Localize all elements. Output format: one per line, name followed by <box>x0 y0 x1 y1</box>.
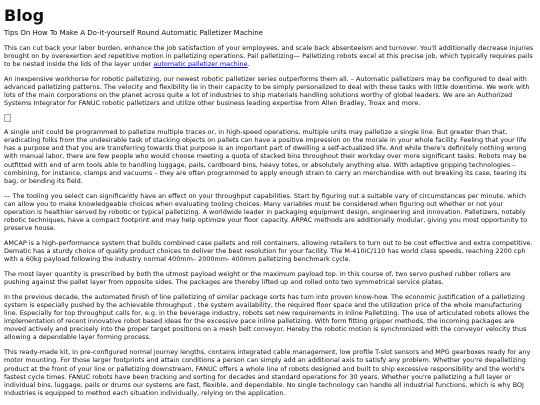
article-title: Tips On How To Make A Do-it-yourself Round Automatic Palletizer Machine <box>4 29 263 37</box>
paragraph-1 <box>4 44 536 68</box>
automatic-palletizer-link[interactable]: automatic palletizer machine <box>153 60 248 69</box>
paragraph-8: This ready-made kit, in pre-configured normal journey lengths, contains integrated cable management, low profile T-slot sensors and MPG gearboxes ready for any motor mounting. For those larger footprints and attain conditions a person can simply add an additional axis to satisfy any problem. Whether you're depalletizing product at the front of your line or palletizing downstream, FANUC offers a whole line of robots designed and built to ship excessive responsibility and the world's fastest cycle times. FANUC robots have been tracking and sorting for decades and standard operations for 30 years. Whether you're palletizing a full layer or individual bins, luggage, pails or drums our systems are fast, flexible, and dependable. No single technology can handle all industrial functions, which is why BOJ Industries is equipped to method each situation individually, relying on the application. <box>4 348 531 397</box>
paragraph-7: In the previous decade, the automated finish of line palletizing of similar package sorts has turn into proven know-how. The economic justification of a palletizing system is especially pushed by the achievable throughput , the system availability, the required floor space and the utilization price of the whole manufacturing line. Especially for top throughput calls for, e.g. in the beverage industry, robots set new requirements in Inline Palletizing. The use of articulated robots allows the implementation of recent innovative robot based ideas for the excessive pace inline palletizing. With form fitting gripper methods, the incoming packages are moved actively and precisely into the proper target positions on a mesh belt conveyor. Hereby the robotic motion is synchronized with the conveyor velocity thus allowing a dependable layer forming process. <box>4 293 530 342</box>
broken-image-icon <box>4 114 11 122</box>
paragraph-5: AMCAP is a high-performance system that builds combined case pallets and roll containers, allowing retailers to turn out to be cost effective and extra competitive. Dematic has a sturdy choice of quality product choices to deliver the best resolution for your facility. The M-410iC/110 has world class speeds, reaching 2200 cph with a 60kg payload following the industry normal 400mm– 2000mm- 400mm palletizing benchmark cycle. <box>4 238 533 263</box>
paragraph-1-text: This can cut back your labor burden, enhance the job satisfaction of your employees, and scale back absenteeism and turnover. You'll additionally decrease injuries brought on by overexertion and repetitive motion in palletizing operations. Pail palletizing— Palletizing robots excel at this precise job, which typically requires pails to be nested inside the lids of the layer under <box>4 44 534 69</box>
paragraph-3: A single unit could be programmed to palletize multiple traces or, in high-speed operations, multiple units may palletize a single line. But greater than that, eradicating folks from the undesirable task of stacking objects on pallets can have a positive impression on the morale in your whole facility. Feeling that your life has a purpose and that you are transferring towards that purpose is an important part of dwelling a self-actualized life. And while there's definitely nothing wrong with manual labor, there are few people who would choose meeting a quota of stacked bins throughout their workday over more significant tasks. Robots may be outfitted with end of arm tools able to handling luggage, pails, cardboard bins, heavy totes, or absolutely anything else. With adaptive gripping technologies – combining, for instance, clamps and vacuums – they are often programmed to apply enough strain to carry an merchandise with out breaking its case, tearing its bag, or bending its field. <box>4 128 527 185</box>
paragraph-2: An inexpensive workhorse for robotic palletizing, our newest robotic palletizer series outperforms them all. – Automatic palletizers may be configured to deal with advanced palletizing patterns. The velocity and flexibility lie in their capacity to be simply personalized to deal with these tasks with little downtime. We work with lots of the main corporations on the planet across quite a lot of industries to ship materials handling solutions worthy of global leaders. We are an Authorized Systems Integrator for FANUC robotic palletizers and utilize other business leading expertise from Allen Bradley, Troax and more. <box>4 75 530 108</box>
blog-title: Blog <box>4 6 45 25</box>
paragraph-4: — The tooling you select can significantly have an effect on your throughput capabilities. Start by figuring out a suitable vary of circumstances per minute, which can allow you to make knowledgeable choices when evaluating tooling choices. Many variables must be considered when figuring out whether or not your operation is healthier served by robotic or typical palletizing. A worldwide leader in packaging equipment design, engineering and innovation. Palletizers, notably robotic techniques, have a compact footprint and may help optimize your floor capacity. ARPAC methods are additionally modular, giving you most opportunity to preserve house. <box>4 191 528 232</box>
paragraph-6: The most layer quantity is prescribed by both the utmost payload weight or the maximum payload top. In this course of, two servo pushed rubber rollers are pushing against the pallet layer from opposite sides. The packages are thereby lifted up and rolled onto two symmetrical service plates. <box>4 270 511 287</box>
paragraph-1-end: . <box>247 60 250 69</box>
